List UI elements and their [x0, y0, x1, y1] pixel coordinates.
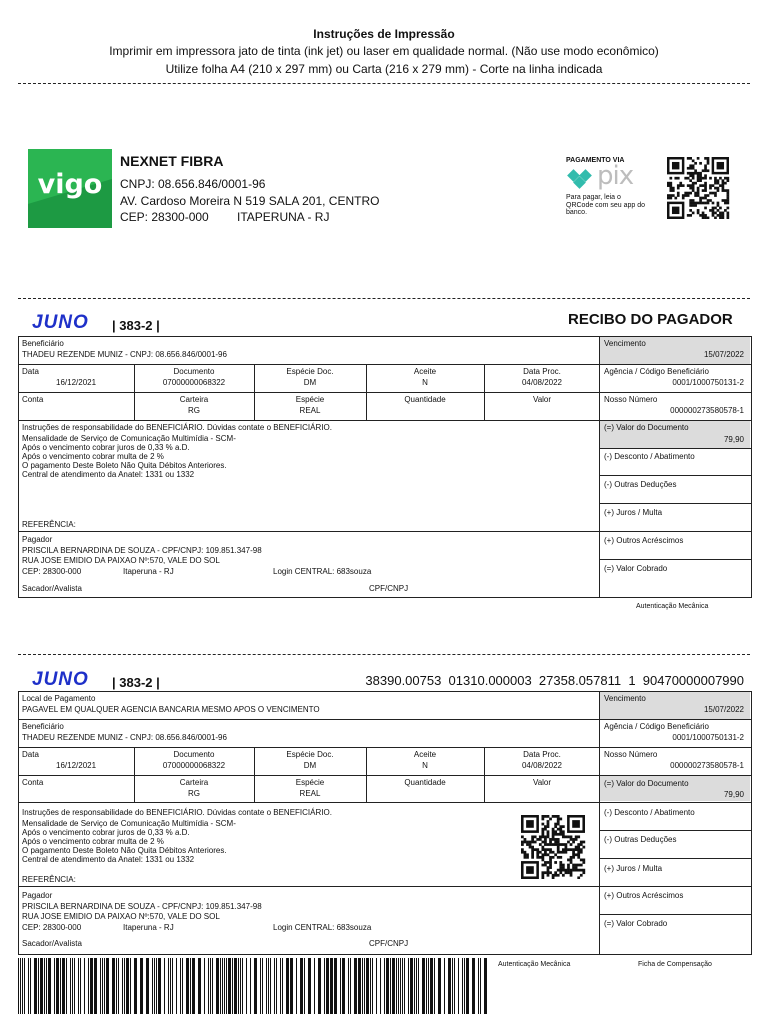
especie-value: REAL	[299, 406, 321, 415]
data-proc-value: 04/08/2022	[521, 378, 563, 387]
outros-acrescimos-label: (+) Outros Acréscimos	[604, 536, 684, 545]
pix-help: Para pagar, leia o QRCode com seu app do banco.	[566, 194, 645, 216]
print-instructions-line2: Utilize folha A4 (210 x 297 mm) ou Carta (216 x 279 mm) - Corte na linha indicada	[165, 62, 603, 76]
company-cnpj: CNPJ: 08.656.846/0001-96	[120, 177, 266, 191]
documento-value: 07000000068322	[162, 378, 226, 387]
instructions-block	[22, 423, 332, 479]
documento-value: 07000000068322	[162, 761, 226, 770]
especie-doc-value: DM	[303, 761, 317, 770]
data-proc-value: 04/08/2022	[521, 761, 563, 770]
company-address: AV. Cardoso Moreira N 519 SALA 201, CENTRO	[120, 194, 380, 208]
data-label: Data	[22, 367, 39, 376]
pagador-cep: CEP: 28300-000	[22, 567, 82, 576]
instruction-line: Mensalidade de Serviço de Comunicação Multimídia - SCM-	[22, 434, 236, 443]
ficha-compensacao-label: Ficha de Compensação	[638, 961, 712, 968]
valor-documento-label: (=) Valor do Documento	[604, 423, 689, 432]
instruction-line: O pagamento Deste Boleto Não Quita Débitos Anteriores.	[22, 461, 227, 470]
sacador-cpf-label: CPF/CNPJ	[369, 939, 409, 948]
desconto-label: (-) Desconto / Abatimento	[604, 808, 695, 817]
especie-doc-value: DM	[303, 378, 317, 387]
outros-acrescimos-label: (+) Outros Acréscimos	[604, 891, 684, 900]
pagador-name: PRISCILA BERNARDINA DE SOUZA - CPF/CNPJ: 109.851.347-98	[22, 902, 262, 911]
carteira-value: RG	[188, 406, 200, 415]
print-instructions-line1: Imprimir em impressora jato de tinta (ink jet) ou laser em qualidade normal. (Não use modo econômico)	[109, 44, 659, 58]
nosso-numero-value: 000000273580578-1	[670, 761, 744, 770]
pix-logo	[563, 161, 649, 193]
carteira-value: RG	[188, 789, 200, 798]
pagador-label: Pagador	[22, 891, 53, 900]
pagador-name: PRISCILA BERNARDINA DE SOUZA - CPF/CNPJ: 109.851.347-98	[22, 546, 262, 555]
pagador-login: Login CENTRAL: 683souza	[273, 923, 372, 932]
cut-line-slip	[18, 654, 750, 655]
valor-cobrado-label: (=) Valor Cobrado	[604, 564, 668, 573]
instructions-block	[22, 808, 332, 864]
local-pagamento-label: Local de Pagamento	[22, 694, 96, 703]
cut-line	[18, 83, 750, 84]
especie-doc-label: Espécie Doc.	[286, 750, 334, 759]
quantidade-label: Quantidade	[404, 778, 446, 787]
instruction-line: Mensalidade de Serviço de Comunicação Multimídia - SCM-	[22, 819, 236, 828]
instruction-line: O pagamento Deste Boleto Não Quita Débitos Anteriores.	[22, 846, 227, 855]
juros-multa-label: (+) Juros / Multa	[604, 508, 663, 517]
cut-line-receipt	[18, 298, 750, 299]
aceite-value: N	[422, 378, 428, 387]
beneficiario-label: Beneficiário	[22, 722, 64, 731]
data-proc-label: Data Proc.	[523, 750, 561, 759]
valor-label: Valor	[532, 395, 552, 404]
data-proc-label: Data Proc.	[523, 367, 561, 376]
beneficiario-value: THADEU REZENDE MUNIZ - CNPJ: 08.656.846/0001-96	[22, 350, 227, 359]
vencimento-label: Vencimento	[604, 694, 646, 703]
nosso-numero-label: Nosso Número	[604, 395, 658, 404]
company-cep: CEP: 28300-000	[120, 210, 209, 224]
valor-documento-label: (=) Valor do Documento	[604, 779, 689, 788]
data-label: Data	[22, 750, 39, 759]
company-name: NEXNET FIBRA	[120, 153, 224, 169]
vencimento-value: 15/07/2022	[703, 350, 744, 359]
instruction-line: Central de atendimento da Anatel: 1331 ou 1332	[22, 855, 195, 864]
receipt-heading: RECIBO DO PAGADOR	[568, 311, 733, 328]
digitable-line: 38390.00753 01310.000003 27358.057811 1 90470000007990	[365, 673, 744, 688]
sacador-cpf-label: CPF/CNPJ	[369, 584, 409, 593]
pix-qr-code-icon	[667, 157, 731, 219]
beneficiario-value: THADEU REZENDE MUNIZ - CNPJ: 08.656.846/0001-96	[22, 733, 227, 742]
bank-code: | 383-2 |	[112, 318, 160, 333]
valor-cobrado-label: (=) Valor Cobrado	[604, 919, 668, 928]
referencia-label: REFERÊNCIA:	[22, 520, 76, 529]
nosso-numero-label: Nosso Número	[604, 750, 658, 759]
data-value: 16/12/2021	[56, 761, 97, 770]
documento-label: Documento	[173, 750, 215, 759]
sacador-label: Sacador/Avalista	[22, 939, 82, 948]
vigo-logo-text: vigo	[37, 169, 103, 200]
bank-code: | 383-2 |	[112, 675, 160, 690]
pagador-address: RUA JOSE EMIDIO DA PAIXAO Nº:570, VALE DO SOL	[22, 556, 220, 565]
desconto-label: (-) Desconto / Abatimento	[604, 452, 695, 461]
vencimento-value: 15/07/2022	[703, 705, 744, 714]
autenticacao-label: Autenticação Mecânica	[498, 961, 571, 968]
juno-logo: JUNO	[32, 312, 89, 333]
nosso-numero-value: 000000273580578-1	[670, 406, 744, 415]
juno-logo: JUNO	[32, 669, 89, 690]
agencia-value: 0001/1000750131-2	[672, 733, 744, 742]
valor-label: Valor	[532, 778, 552, 787]
aceite-label: Aceite	[413, 367, 437, 376]
data-value: 16/12/2021	[56, 378, 97, 387]
sacador-label: Sacador/Avalista	[22, 584, 82, 593]
instruction-line: Central de atendimento da Anatel: 1331 ou 1332	[22, 470, 195, 479]
pagador-city: Itaperuna - RJ	[123, 923, 174, 932]
instruction-line: Após o vencimento cobrar juros de 0,33 % a.D.	[22, 443, 190, 452]
quantidade-label: Quantidade	[404, 395, 446, 404]
pix-qr-code-icon	[521, 815, 587, 879]
vencimento-label: Vencimento	[604, 339, 646, 348]
documento-label: Documento	[173, 367, 215, 376]
agencia-value: 0001/1000750131-2	[672, 378, 744, 387]
company-city: ITAPERUNA - RJ	[237, 210, 330, 224]
beneficiario-label: Beneficiário	[22, 339, 64, 348]
pagador-address: RUA JOSE EMIDIO DA PAIXAO Nº:570, VALE DO SOL	[22, 912, 220, 921]
pagador-cep: CEP: 28300-000	[22, 923, 82, 932]
instruction-line: Após o vencimento cobrar juros de 0,33 % a.D.	[22, 828, 190, 837]
conta-label: Conta	[22, 778, 44, 787]
especie-value: REAL	[299, 789, 321, 798]
referencia-label: REFERÊNCIA:	[22, 875, 76, 884]
aceite-label: Aceite	[413, 750, 437, 759]
conta-label: Conta	[22, 395, 44, 404]
especie-label: Espécie	[295, 778, 325, 787]
outras-deducoes-label: (-) Outras Deduções	[604, 480, 677, 489]
valor-documento-value: 79,90	[723, 790, 744, 799]
agencia-label: Agência / Código Beneficiário	[604, 367, 709, 376]
aceite-value: N	[422, 761, 428, 770]
instruction-line: Instruções de responsabilidade do BENEFICIÁRIO. Dúvidas contate o BENEFICIÁRIO.	[22, 423, 332, 432]
valor-documento-value: 79,90	[723, 435, 744, 444]
local-pagamento-value: PAGAVEL EM QUALQUER AGENCIA BANCARIA MESMO APOS O VENCIMENTO	[22, 705, 320, 714]
carteira-label: Carteira	[179, 395, 209, 404]
especie-label: Espécie	[295, 395, 325, 404]
especie-doc-label: Espécie Doc.	[286, 367, 334, 376]
pix-label: PAGAMENTO VIA	[566, 157, 625, 164]
instruction-line: Instruções de responsabilidade do BENEFICIÁRIO. Dúvidas contate o BENEFICIÁRIO.	[22, 808, 332, 817]
barcode	[18, 958, 489, 1014]
instruction-line: Após o vencimento cobrar multa de 2 %	[22, 837, 164, 846]
juros-multa-label: (+) Juros / Multa	[604, 864, 663, 873]
outras-deducoes-label: (-) Outras Deduções	[604, 835, 677, 844]
pagador-login: Login CENTRAL: 683souza	[273, 567, 372, 576]
print-instructions-title: Instruções de Impressão	[313, 27, 455, 41]
pagador-label: Pagador	[22, 535, 53, 544]
pix-logo-text: pix	[597, 161, 634, 191]
vigo-logo	[28, 149, 112, 228]
agencia-label: Agência / Código Beneficiário	[604, 722, 709, 731]
instruction-line: Após o vencimento cobrar multa de 2 %	[22, 452, 164, 461]
autenticacao-label: Autenticação Mecânica	[636, 603, 709, 610]
carteira-label: Carteira	[179, 778, 209, 787]
pagador-city: Itaperuna - RJ	[123, 567, 174, 576]
